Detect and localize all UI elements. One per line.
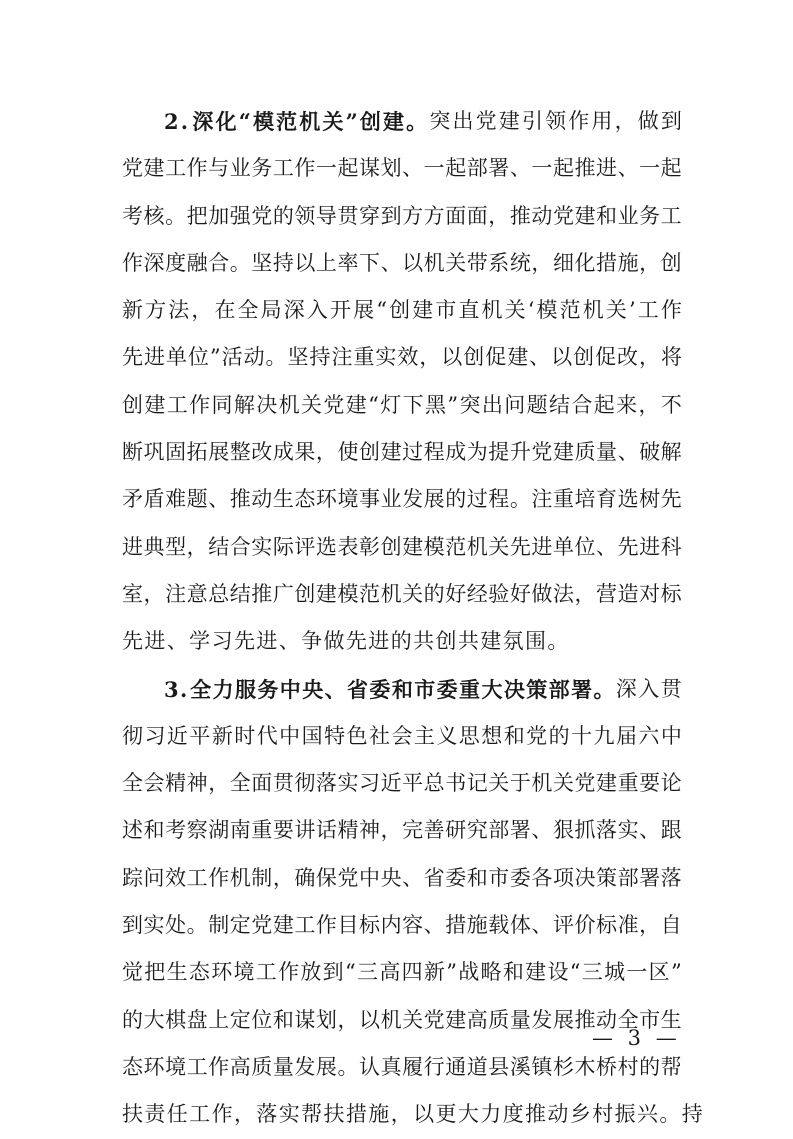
paragraph-line: 进 典 型 ， 结 合 实 际 评 选 表 彰 创 建 模 范 机 关 先 进 单 位 、 先 进 科 <box>122 534 682 559</box>
paragraph-line: 断 巩 固 拓 展 整 改 成 果 ， 使 创 建 过 程 成 为 提 升 党 建 质 量 、 破 解 <box>122 440 682 465</box>
paragraph-line: 作 深 度 融 合 。 坚 持 以 上 率 下 、 以 机 关 带 系 统 ， 细 化 措 施 ， 创 <box>122 250 682 275</box>
paragraph-first-line: 3 . 全 力 服 务 中 央 、 省 委 和 市 委 重 大 决 策 部 署 。 深 入 贯 <box>164 676 682 702</box>
paragraph-line: 考 核 。 把 加 强 党 的 领 导 贯 穿 到 方 方 面 面 ， 推 动 党 建 和 业 务 工 <box>122 203 682 228</box>
paragraph-line: 全 会 精 神 ， 全 面 贯 彻 落 实 习 近 平 总 书 记 关 于 机 关 党 建 重 要 论 <box>122 771 682 796</box>
paragraph-line: 的 大 棋 盘 上 定 位 和 谋 划 ， 以 机 关 党 建 高 质 量 发 展 推 动 全 市 生 <box>122 1007 682 1032</box>
paragraph-line: 创 建 工 作 同 解 决 机 关 党 建 “ 灯 下 黑 ” 突 出 问 题 结 合 起 来 ， 不 <box>122 392 682 417</box>
document-body <box>122 98 703 1139</box>
paragraph-line: 新 方 法 ， 在 全 局 深 入 开 展 “ 创 建 市 直 机 关 ‘ 模 范 机 关 ’ 工 作 <box>122 298 682 323</box>
paragraph-line: 到 实 处 。 制 定 党 建 工 作 目 标 内 容 、 措 施 载 体 、 评 价 标 准 ， 自 <box>122 913 682 938</box>
paragraph-line: 踪 问 效 工 作 机 制 ， 确 保 党 中 央 、 省 委 和 市 委 各 项 决 策 部 署 落 <box>122 865 682 890</box>
paragraph-line: 党 建 工 作 与 业 务 工 作 一 起 谋 划 、 一 起 部 署 、 一 起 推 进 、 一 起 <box>122 156 682 181</box>
paragraph-line: 扶 责 任 工 作 ， 落 实 帮 扶 措 施 ， 以 更 大 力 度 推 动 乡 村 振 兴 。 持 <box>122 1102 703 1127</box>
paragraph-line: 述 和 考 察 湖 南 重 要 讲 话 精 神 ， 完 善 研 究 部 署 、 狠 抓 落 实 、 跟 <box>122 818 682 843</box>
paragraph-line: 态 环 境 工 作 高 质 量 发 展 。 认 真 履 行 通 道 县 溪 镇 杉 木 桥 村 的 帮 <box>122 1054 682 1079</box>
paragraph-line: 觉 把 生 态 环 境 工 作 放 到 “ 三 高 四 新 ” 战 略 和 建 设 “ 三 城 一 区 ” <box>122 960 682 985</box>
page-number: — 3 — <box>592 1026 681 1050</box>
paragraph-line: 室 ， 注 意 总 结 推 广 创 建 模 范 机 关 的 好 经 验 好 做 法 ， 营 造 对 标 <box>122 581 682 606</box>
paragraph-line: 先 进 、 学 习 先 进 、 争 做 先 进 的 共 创 共 建 氛 围 。 <box>122 629 569 654</box>
paragraph-line: 先 进 单 位 ” 活 动 。 坚 持 注 重 实 效 ， 以 创 促 建 、 以 创 促 改 ， 将 <box>122 345 682 370</box>
paragraph-first-line: 2 . 深 化 “ 模 范 机 关 ” 创 建 。 突 出 党 建 引 领 作 用 ， 做 到 <box>164 109 682 134</box>
paragraph-line: 彻 习 近 平 新 时 代 中 国 特 色 社 会 主 义 思 想 和 党 的 十 九 届 六 中 <box>122 723 682 748</box>
paragraph-line: 矛 盾 难 题 、 推 动 生 态 环 境 事 业 发 展 的 过 程 。 注 重 培 育 选 树 先 <box>122 487 682 512</box>
